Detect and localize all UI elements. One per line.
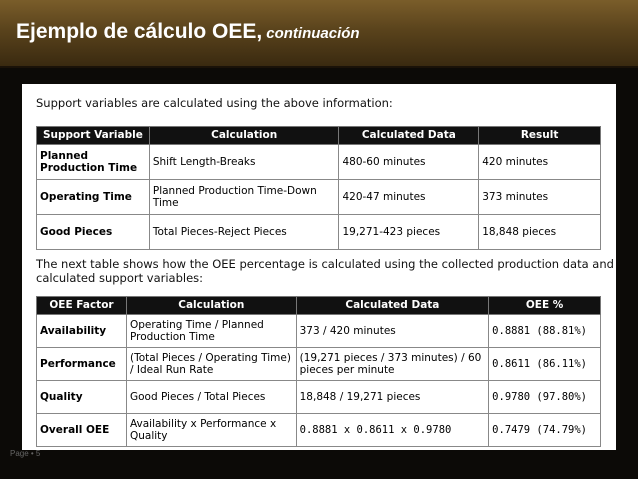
table-cell: (19,271 pieces / 373 minutes) / 60 pieces per minute [296,348,489,381]
table-cell: Availability [37,315,127,348]
table-header-row [37,127,601,145]
table-cell: 18,848 / 19,271 pieces [296,381,489,414]
column-header: OEE Factor [37,297,127,315]
column-header: OEE % [489,297,601,315]
slide-title-text: Ejemplo de cálculo OEE, [16,20,263,43]
intro-text-2 [36,257,614,285]
table-cell: Shift Length-Breaks [149,145,339,180]
slide-header [0,0,638,68]
table-row [37,180,601,215]
table-cell: 0.8881 x 0.8611 x 0.9780 [296,414,489,447]
intro-text-2-line1: The next table shows how the OEE percentage is calculated using the collected production data and [36,257,614,271]
table-cell: Performance [37,348,127,381]
table-cell: Operating Time / Planned Production Time [126,315,296,348]
table-row [37,348,601,381]
table-cell: 18,848 pieces [479,215,601,250]
table-cell: Availability x Performance x Quality [126,414,296,447]
table-cell: Good Pieces [37,215,150,250]
slide-subtitle: continuación [266,25,360,42]
table-cell: 0.9780 (97.80%) [489,381,601,414]
column-header: Result [479,127,601,145]
table-cell: Quality [37,381,127,414]
slide-title [16,20,360,44]
table-row [37,145,601,180]
table-cell: Good Pieces / Total Pieces [126,381,296,414]
support-variables-table [36,126,601,250]
table-cell: 420 minutes [479,145,601,180]
table-cell: 0.8611 (86.11%) [489,348,601,381]
table-cell: 373 minutes [479,180,601,215]
table-cell: Total Pieces-Reject Pieces [149,215,339,250]
content-panel [22,84,616,450]
table-cell: Planned Production Time-Down Time [149,180,339,215]
oee-factor-table [36,296,601,447]
table-cell: (Total Pieces / Operating Time) / Ideal Run Rate [126,348,296,381]
table-cell: 19,271-423 pieces [339,215,479,250]
table-cell: 373 / 420 minutes [296,315,489,348]
column-header: Support Variable [37,127,150,145]
table-cell: 0.8881 (88.81%) [489,315,601,348]
table-cell: 480-60 minutes [339,145,479,180]
column-header: Calculated Data [339,127,479,145]
table-row [37,215,601,250]
table-cell: Overall OEE [37,414,127,447]
table-row [37,414,601,447]
table-row [37,315,601,348]
column-header: Calculated Data [296,297,489,315]
table-cell: Operating Time [37,180,150,215]
table-header-row [37,297,601,315]
table-cell: 0.7479 (74.79%) [489,414,601,447]
table-cell: Planned Production Time [37,145,150,180]
page-number: Page • 5 [10,449,41,458]
column-header: Calculation [126,297,296,315]
intro-text-1: Support variables are calculated using the above information: [36,96,393,110]
column-header: Calculation [149,127,339,145]
table-row [37,381,601,414]
intro-text-2-line2: calculated support variables: [36,271,204,285]
table-cell: 420-47 minutes [339,180,479,215]
